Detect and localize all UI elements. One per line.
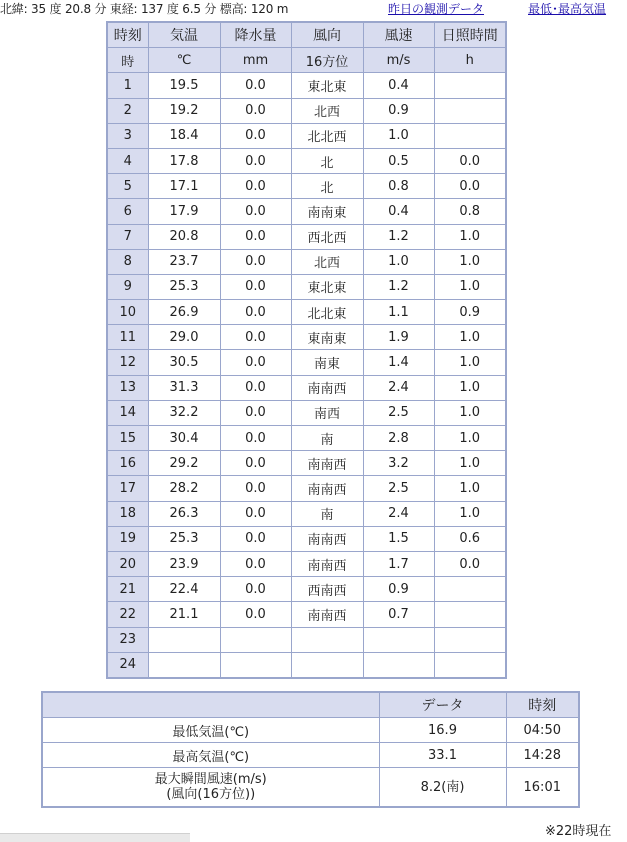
cell-wind-direction: 北西 — [291, 98, 363, 123]
cell-hour: 12 — [107, 350, 148, 375]
cell-sunshine: 0.9 — [434, 300, 506, 325]
cell-wind-speed: 0.5 — [363, 148, 434, 173]
cell-hour: 6 — [107, 199, 148, 224]
cell-hour: 16 — [107, 451, 148, 476]
cell-precipitation: 0.0 — [220, 174, 291, 199]
summary-label-line1: 最大瞬間風速(m/s) — [154, 772, 267, 787]
table-row — [107, 148, 506, 173]
table-row — [107, 426, 506, 451]
cell-precipitation: 0.0 — [220, 526, 291, 551]
table-row — [107, 501, 506, 526]
cell-temperature: 17.9 — [148, 199, 220, 224]
table-row — [107, 627, 506, 652]
table-row — [107, 73, 506, 98]
cell-precipitation: 0.0 — [220, 426, 291, 451]
table-row — [107, 199, 506, 224]
header-wind-speed: 風速 — [363, 22, 434, 48]
cell-temperature: 31.3 — [148, 375, 220, 400]
cell-wind-direction: 南東 — [291, 350, 363, 375]
cell-precipitation: 0.0 — [220, 148, 291, 173]
cell-wind-direction: 北北東 — [291, 300, 363, 325]
cell-wind-speed: 1.0 — [363, 249, 434, 274]
cell-sunshine: 0.0 — [434, 551, 506, 576]
cell-sunshine: 0.0 — [434, 174, 506, 199]
cell-precipitation: 0.0 — [220, 274, 291, 299]
table-row — [107, 274, 506, 299]
cell-sunshine: 1.0 — [434, 476, 506, 501]
summary-row-min-temp — [42, 718, 579, 743]
cell-wind-direction — [291, 627, 363, 652]
cell-hour: 4 — [107, 148, 148, 173]
cell-temperature: 28.2 — [148, 476, 220, 501]
cell-temperature: 23.9 — [148, 551, 220, 576]
cell-sunshine: 0.8 — [434, 199, 506, 224]
cell-wind-direction — [291, 652, 363, 678]
cell-wind-speed: 1.0 — [363, 123, 434, 148]
cell-hour: 19 — [107, 526, 148, 551]
summary-time: 14:28 — [506, 743, 579, 768]
cell-precipitation: 0.0 — [220, 551, 291, 576]
cell-precipitation: 0.0 — [220, 73, 291, 98]
table-row — [107, 400, 506, 425]
cell-temperature: 30.4 — [148, 426, 220, 451]
cell-temperature: 25.3 — [148, 526, 220, 551]
cell-wind-direction: 南南西 — [291, 602, 363, 627]
header-sunshine: 日照時間 — [434, 22, 506, 48]
hourly-observation-table — [106, 21, 507, 679]
station-coordinates: 北緯: 35 度 20.8 分 東経: 137 度 6.5 分 標高: 120 m — [0, 2, 289, 16]
table-row — [107, 249, 506, 274]
cell-precipitation: 0.0 — [220, 224, 291, 249]
cell-hour: 20 — [107, 551, 148, 576]
cell-sunshine: 1.0 — [434, 451, 506, 476]
cell-hour: 17 — [107, 476, 148, 501]
cell-wind-speed: 1.4 — [363, 350, 434, 375]
cell-sunshine — [434, 652, 506, 678]
table-row — [107, 300, 506, 325]
cell-sunshine: 1.0 — [434, 501, 506, 526]
cell-precipitation — [220, 652, 291, 678]
cell-hour: 8 — [107, 249, 148, 274]
table-unit-row — [107, 48, 506, 73]
cell-wind-speed: 0.4 — [363, 199, 434, 224]
cell-sunshine: 1.0 — [434, 274, 506, 299]
cell-temperature: 19.5 — [148, 73, 220, 98]
cell-hour: 10 — [107, 300, 148, 325]
summary-value: 8.2(南) — [379, 768, 506, 808]
table-row — [107, 174, 506, 199]
cell-precipitation: 0.0 — [220, 300, 291, 325]
cell-wind-speed: 1.2 — [363, 274, 434, 299]
cell-precipitation: 0.0 — [220, 476, 291, 501]
cell-temperature: 29.0 — [148, 325, 220, 350]
table-row — [107, 526, 506, 551]
cell-hour: 22 — [107, 602, 148, 627]
cell-precipitation: 0.0 — [220, 375, 291, 400]
unit-precipitation: mm — [220, 48, 291, 73]
cell-wind-speed: 2.8 — [363, 426, 434, 451]
cell-sunshine: 1.0 — [434, 400, 506, 425]
table-row — [107, 577, 506, 602]
cell-hour: 3 — [107, 123, 148, 148]
cell-wind-speed: 1.1 — [363, 300, 434, 325]
unit-wind-speed: m/s — [363, 48, 434, 73]
cell-wind-speed — [363, 652, 434, 678]
cell-hour: 2 — [107, 98, 148, 123]
cell-precipitation: 0.0 — [220, 350, 291, 375]
table-row — [107, 375, 506, 400]
cell-wind-direction: 北 — [291, 174, 363, 199]
header-temperature: 気温 — [148, 22, 220, 48]
cell-wind-direction: 南南西 — [291, 551, 363, 576]
summary-value: 16.9 — [379, 718, 506, 743]
cell-wind-direction: 北 — [291, 148, 363, 173]
cell-hour: 14 — [107, 400, 148, 425]
cell-precipitation: 0.0 — [220, 501, 291, 526]
cell-wind-direction: 南 — [291, 501, 363, 526]
summary-time: 16:01 — [506, 768, 579, 808]
cell-precipitation: 0.0 — [220, 199, 291, 224]
cell-sunshine — [434, 123, 506, 148]
cell-wind-speed: 2.5 — [363, 400, 434, 425]
cell-hour: 23 — [107, 627, 148, 652]
cell-temperature: 21.1 — [148, 602, 220, 627]
summary-label — [42, 768, 379, 808]
cell-sunshine: 0.6 — [434, 526, 506, 551]
cell-temperature: 29.2 — [148, 451, 220, 476]
header-precipitation: 降水量 — [220, 22, 291, 48]
cell-sunshine — [434, 577, 506, 602]
cell-wind-direction: 南南西 — [291, 526, 363, 551]
cell-hour: 21 — [107, 577, 148, 602]
cell-wind-speed: 2.4 — [363, 501, 434, 526]
cell-hour: 1 — [107, 73, 148, 98]
cell-wind-direction: 西北西 — [291, 224, 363, 249]
cell-hour: 18 — [107, 501, 148, 526]
cell-precipitation: 0.0 — [220, 98, 291, 123]
cell-sunshine: 1.0 — [434, 325, 506, 350]
cell-wind-speed: 2.5 — [363, 476, 434, 501]
unit-wind-direction: 16方位 — [291, 48, 363, 73]
cell-wind-direction: 北西 — [291, 249, 363, 274]
table-row — [107, 451, 506, 476]
cell-wind-speed — [363, 627, 434, 652]
summary-label: 最低気温(℃) — [42, 718, 379, 743]
cell-hour: 24 — [107, 652, 148, 678]
cell-sunshine — [434, 602, 506, 627]
cell-wind-speed: 1.7 — [363, 551, 434, 576]
summary-row-max-gust — [42, 768, 579, 808]
cell-hour: 13 — [107, 375, 148, 400]
table-row — [107, 476, 506, 501]
cell-wind-direction: 南南西 — [291, 375, 363, 400]
cell-wind-direction: 北北西 — [291, 123, 363, 148]
cell-temperature: 30.5 — [148, 350, 220, 375]
table-row — [107, 123, 506, 148]
cell-wind-speed: 3.2 — [363, 451, 434, 476]
cell-wind-speed: 2.4 — [363, 375, 434, 400]
table-row — [107, 98, 506, 123]
summary-value: 33.1 — [379, 743, 506, 768]
cell-sunshine: 1.0 — [434, 249, 506, 274]
cell-temperature — [148, 627, 220, 652]
min-max-temp-link[interactable]: 最低･最高気温 — [528, 2, 607, 16]
cell-temperature: 17.8 — [148, 148, 220, 173]
unit-hour: 時 — [107, 48, 148, 73]
cell-sunshine — [434, 98, 506, 123]
summary-header-data: データ — [379, 692, 506, 718]
cell-temperature: 26.9 — [148, 300, 220, 325]
cell-wind-direction: 南南東 — [291, 199, 363, 224]
cell-wind-direction: 東北東 — [291, 274, 363, 299]
header-wind-direction: 風向 — [291, 22, 363, 48]
cell-wind-direction: 南西 — [291, 400, 363, 425]
summary-header-row — [42, 692, 579, 718]
cell-temperature: 26.3 — [148, 501, 220, 526]
cell-wind-direction: 東北東 — [291, 73, 363, 98]
summary-header-label — [42, 692, 379, 718]
cell-temperature — [148, 652, 220, 678]
cell-precipitation: 0.0 — [220, 249, 291, 274]
cell-sunshine: 1.0 — [434, 426, 506, 451]
table-header-row — [107, 22, 506, 48]
cell-wind-speed: 0.7 — [363, 602, 434, 627]
cell-hour: 15 — [107, 426, 148, 451]
cell-hour: 5 — [107, 174, 148, 199]
table-row — [107, 652, 506, 678]
cell-sunshine — [434, 73, 506, 98]
cell-precipitation: 0.0 — [220, 325, 291, 350]
cell-wind-speed: 1.9 — [363, 325, 434, 350]
cell-precipitation: 0.0 — [220, 400, 291, 425]
cell-precipitation — [220, 627, 291, 652]
cell-temperature: 25.3 — [148, 274, 220, 299]
unit-sunshine: h — [434, 48, 506, 73]
cell-temperature: 19.2 — [148, 98, 220, 123]
cell-wind-speed: 0.8 — [363, 174, 434, 199]
cell-wind-direction: 南南西 — [291, 476, 363, 501]
cell-temperature: 17.1 — [148, 174, 220, 199]
daily-summary-table — [41, 691, 580, 808]
cell-wind-speed: 0.9 — [363, 98, 434, 123]
summary-header-time: 時刻 — [506, 692, 579, 718]
table-row — [107, 602, 506, 627]
cell-precipitation: 0.0 — [220, 451, 291, 476]
cell-hour: 11 — [107, 325, 148, 350]
cell-sunshine: 1.0 — [434, 224, 506, 249]
cell-sunshine: 1.0 — [434, 375, 506, 400]
cell-temperature: 22.4 — [148, 577, 220, 602]
cell-temperature: 32.2 — [148, 400, 220, 425]
summary-label-line2: (風向(16方位)) — [166, 787, 256, 802]
cell-wind-speed: 1.5 — [363, 526, 434, 551]
summary-row-max-temp — [42, 743, 579, 768]
table-row — [107, 325, 506, 350]
cell-wind-speed: 1.2 — [363, 224, 434, 249]
cell-temperature: 23.7 — [148, 249, 220, 274]
unit-temperature: ℃ — [148, 48, 220, 73]
cell-temperature: 18.4 — [148, 123, 220, 148]
cell-wind-speed: 0.9 — [363, 577, 434, 602]
summary-time: 04:50 — [506, 718, 579, 743]
table-row — [107, 551, 506, 576]
cell-hour: 9 — [107, 274, 148, 299]
as-of-note: ※22時現在 — [545, 824, 612, 839]
cell-wind-direction: 西南西 — [291, 577, 363, 602]
cell-wind-direction: 南南西 — [291, 451, 363, 476]
cell-wind-direction: 南 — [291, 426, 363, 451]
header-hour: 時刻 — [107, 22, 148, 48]
yesterday-data-link[interactable]: 昨日の観測データ — [388, 2, 485, 16]
cell-temperature: 20.8 — [148, 224, 220, 249]
cell-precipitation: 0.0 — [220, 123, 291, 148]
cell-wind-direction: 東南東 — [291, 325, 363, 350]
location-info-bar — [0, 0, 627, 18]
summary-label: 最高気温(℃) — [42, 743, 379, 768]
cell-sunshine: 1.0 — [434, 350, 506, 375]
table-row — [107, 224, 506, 249]
cell-precipitation: 0.0 — [220, 577, 291, 602]
table-row — [107, 350, 506, 375]
cell-sunshine — [434, 627, 506, 652]
cell-sunshine: 0.0 — [434, 148, 506, 173]
cell-hour: 7 — [107, 224, 148, 249]
cell-wind-speed: 0.4 — [363, 73, 434, 98]
cell-precipitation: 0.0 — [220, 602, 291, 627]
